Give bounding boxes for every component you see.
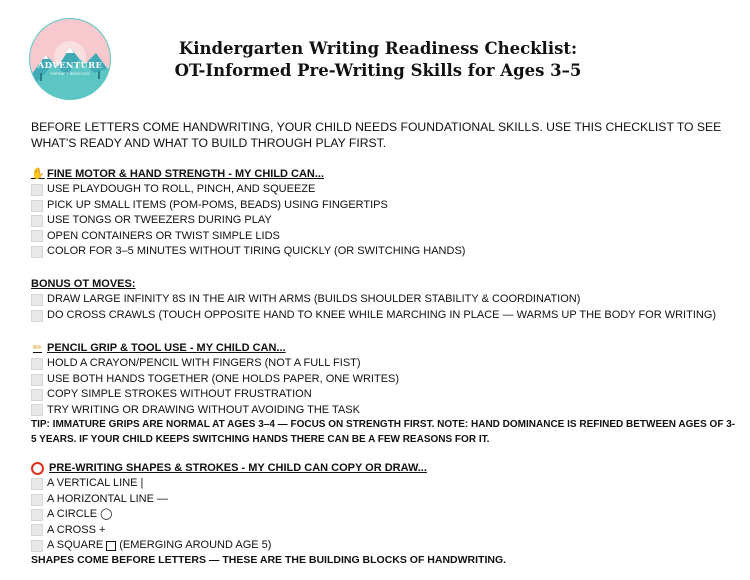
checklist-item-text: USE BOTH HANDS TOGETHER (ONE HOLDS PAPER, ONE WRITES) bbox=[47, 372, 400, 385]
checklist-item-text: USE PLAYDOUGH TO ROLL, PINCH, AND SQUEEZE bbox=[47, 183, 316, 196]
checklist-item[interactable] bbox=[31, 356, 736, 371]
title-line-1: Kindergarten Writing Readiness Checklist: bbox=[178, 39, 578, 58]
checklist-item-text: TRY WRITING OR DRAWING WITHOUT AVOIDING THE TASK bbox=[47, 403, 360, 416]
logo-subtext: THERAPY SERVICES bbox=[50, 72, 90, 76]
checklist-item[interactable] bbox=[31, 523, 736, 538]
pencil-heading bbox=[31, 341, 736, 356]
checklist-item[interactable] bbox=[31, 387, 736, 402]
checklist-item-text: OPEN CONTAINERS OR TWIST SIMPLE LIDS bbox=[47, 229, 280, 242]
checklist-item-text: A SQUARE bbox=[47, 539, 104, 552]
checkbox[interactable] bbox=[31, 358, 43, 370]
checkbox[interactable] bbox=[31, 509, 43, 521]
checklist-item[interactable] bbox=[31, 492, 736, 507]
pencil-heading-text: PENCIL GRIP & TOOL USE - MY CHILD CAN... bbox=[47, 342, 286, 354]
checklist-item-text: A CIRCLE ◯ bbox=[47, 508, 113, 521]
checklist-item-text: HOLD A CRAYON/PENCIL WITH FINGERS (NOT A FULL FIST) bbox=[47, 357, 361, 370]
fine-motor-heading-text: FINE MOTOR & HAND STRENGTH - MY CHILD CAN... bbox=[47, 168, 325, 180]
checkbox[interactable] bbox=[31, 230, 43, 242]
square-shape-icon bbox=[106, 541, 116, 551]
checkbox[interactable] bbox=[31, 524, 43, 536]
logo-text: ADVENTURE bbox=[37, 61, 103, 71]
pencil-section bbox=[31, 341, 736, 447]
checklist-item-text: A HORIZONTAL LINE — bbox=[47, 492, 169, 505]
shapes-heading-text: PRE-WRITING SHAPES & STROKES - MY CHILD CAN COPY OR DRAW... bbox=[49, 462, 427, 474]
checklist-item[interactable] bbox=[31, 372, 736, 387]
checklist-item[interactable] bbox=[31, 182, 736, 197]
checklist-item[interactable] bbox=[31, 538, 736, 553]
checklist-item[interactable] bbox=[31, 292, 736, 307]
checklist-item-text: PICK UP SMALL ITEMS (POM-POMS, BEADS) USING FINGERTIPS bbox=[47, 198, 388, 211]
checklist-item[interactable] bbox=[31, 229, 736, 244]
shapes-section bbox=[31, 461, 736, 568]
shapes-note: SHAPES COME BEFORE LETTERS — THESE ARE THE BUILDING BLOCKS OF HANDWRITING. bbox=[31, 554, 507, 567]
checklist-item[interactable] bbox=[31, 213, 736, 228]
pencil-tip: TIP: IMMATURE GRIPS ARE NORMAL AT AGES 3–4 — FOCUS ON STRENGTH FIRST. NOTE: HAND DOMINANCE IS REFINED BETWEEN AGES OF 3-5 YEARS. IF YOUR CHILD KEEPS SWITCHING HANDS THERE CAN BE A FEW REASONS FOR IT. bbox=[31, 419, 736, 445]
title-line-2: OT-Informed Pre-Writing Skills for Ages 3–5 bbox=[174, 61, 582, 80]
checkbox[interactable] bbox=[31, 184, 43, 196]
checklist-item[interactable] bbox=[31, 476, 736, 491]
checkbox[interactable] bbox=[31, 374, 43, 386]
shapes-heading bbox=[31, 461, 736, 476]
checklist-item[interactable] bbox=[31, 507, 736, 522]
checklist-item[interactable] bbox=[31, 403, 736, 418]
intro-paragraph: BEFORE LETTERS COME HANDWRITING, YOUR CHILD NEEDS FOUNDATIONAL SKILLS. USE THIS CHECKLIST TO SEE WHAT'S READY AND WHAT TO BUILD THROUGH PLAY FIRST. bbox=[31, 120, 722, 150]
checklist-item-text: USE TONGS OR TWEEZERS DURING PLAY bbox=[47, 214, 272, 227]
red-circle-icon bbox=[31, 462, 44, 475]
checklist-item[interactable] bbox=[31, 244, 736, 259]
checkbox[interactable] bbox=[31, 294, 43, 306]
adventure-therapy-logo bbox=[28, 17, 112, 101]
checkbox[interactable] bbox=[31, 389, 43, 401]
checkbox[interactable] bbox=[31, 246, 43, 258]
checklist-item-text: A CROSS + bbox=[47, 523, 106, 536]
checkbox[interactable] bbox=[31, 200, 43, 212]
bonus-section bbox=[31, 277, 736, 323]
checklist-item-text: DRAW LARGE INFINITY 8S IN THE AIR WITH ARMS (BUILDS SHOULDER STABILITY & COORDINATION) bbox=[47, 293, 581, 306]
page-title bbox=[118, 38, 638, 82]
checklist-item-text: COPY SIMPLE STROKES WITHOUT FRUSTRATION bbox=[47, 388, 312, 401]
checkbox[interactable] bbox=[31, 215, 43, 227]
checkbox[interactable] bbox=[31, 540, 43, 552]
checkbox[interactable] bbox=[31, 310, 43, 322]
checklist-item-text: COLOR FOR 3–5 MINUTES WITHOUT TIRING QUICKLY (OR SWITCHING HANDS) bbox=[47, 245, 466, 258]
checkbox[interactable] bbox=[31, 478, 43, 490]
checklist-item-text: A VERTICAL LINE | bbox=[47, 477, 144, 490]
pencil-icon: ✏ bbox=[32, 342, 43, 354]
bonus-heading: BONUS OT MOVES: bbox=[31, 278, 136, 290]
checklist-item-text: DO CROSS CRAWLS (TOUCH OPPOSITE HAND TO KNEE WHILE MARCHING IN PLACE — WARMS UP THE BODY FOR WRITING) bbox=[47, 308, 717, 321]
checkbox[interactable] bbox=[31, 404, 43, 416]
hand-icon: ✋ bbox=[31, 168, 45, 180]
checklist-item[interactable] bbox=[31, 308, 736, 323]
checkbox[interactable] bbox=[31, 494, 43, 506]
checklist-item-text-suffix: (EMERGING AROUND AGE 5) bbox=[119, 539, 272, 552]
checklist-item[interactable] bbox=[31, 198, 736, 213]
fine-motor-heading bbox=[31, 167, 736, 182]
logo-graphic bbox=[28, 17, 112, 101]
fine-motor-section bbox=[31, 167, 736, 259]
